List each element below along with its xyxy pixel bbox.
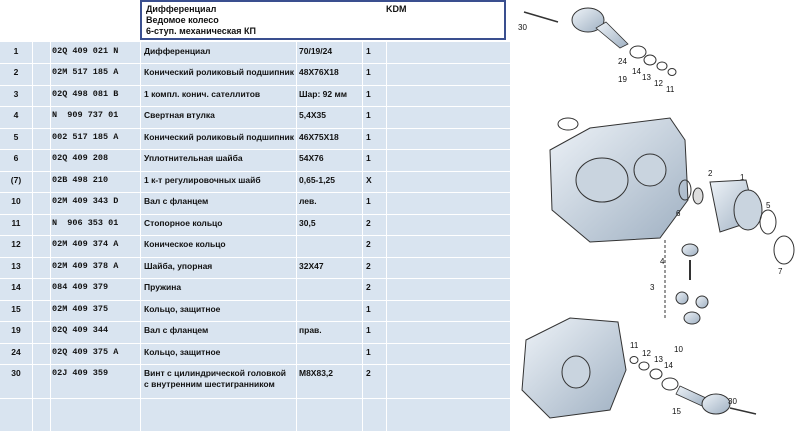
callout-label: 10 — [674, 345, 683, 354]
part-number: N 909 737 01 — [52, 110, 119, 120]
part-qty: 2 — [366, 282, 371, 292]
part-name: Кольцо, защитное — [144, 347, 221, 357]
part-name: Стопорное кольцо — [144, 218, 223, 228]
part-spec: M8X83,2 — [299, 368, 334, 378]
callout-label: 15 — [672, 407, 681, 416]
row-index: 10 — [11, 196, 21, 206]
part-spec: 30,5 — [299, 218, 316, 228]
row-index: 4 — [13, 110, 19, 120]
row-index: 6 — [13, 153, 19, 163]
part-number: 02J 409 359 — [52, 368, 109, 378]
row-index: 11 — [11, 218, 21, 228]
part-number: N 906 353 01 — [52, 218, 119, 228]
part-name: Винт с цилиндрической головкой — [144, 368, 287, 378]
part-name: 1 компл. конич. сателлитов — [144, 89, 261, 99]
callout-label: 2 — [708, 169, 713, 178]
part-qty: 1 — [366, 89, 371, 99]
part-number: 02M 409 343 D — [52, 196, 119, 206]
part-qty: 2 — [366, 218, 371, 228]
table-row[interactable] — [0, 106, 510, 129]
part-spec: 48X76X18 — [299, 67, 339, 77]
table-row[interactable] — [0, 149, 510, 172]
part-qty: 2 — [366, 368, 371, 378]
part-name: Дифференциал — [144, 46, 211, 56]
row-index: 24 — [11, 347, 21, 357]
table-row[interactable] — [0, 343, 510, 365]
table-row[interactable] — [0, 300, 510, 322]
callout-label: 14 — [632, 67, 641, 76]
part-qty: X — [366, 175, 372, 185]
part-name: 1 к-т регулировочных шайб — [144, 175, 261, 185]
part-name: Вал с фланцем — [144, 325, 209, 335]
part-number: 02M 409 375 — [52, 304, 109, 314]
part-number: 02Q 409 344 — [52, 325, 109, 335]
part-qty: 1 — [366, 46, 371, 56]
table-row[interactable] — [0, 321, 510, 344]
part-name: Свертная втулка — [144, 110, 215, 120]
row-index: 30 — [11, 368, 21, 378]
table-row[interactable] — [0, 214, 510, 236]
part-name: Коническое кольцо — [144, 239, 226, 249]
part-qty: 1 — [366, 304, 371, 314]
row-index: 1 — [13, 46, 19, 56]
part-spec: 70/19/24 — [299, 46, 333, 56]
part-qty: 1 — [366, 132, 371, 142]
part-qty: 1 — [366, 196, 371, 206]
header-code: KDM — [386, 4, 407, 14]
gearbox-housing-lower — [522, 318, 626, 418]
part-spec: 46X75X18 — [299, 132, 339, 142]
part-qty: 2 — [366, 239, 371, 249]
diagram-svg — [510, 0, 800, 431]
part-number: 02M 409 378 A — [52, 261, 119, 271]
header-gearbox: 6-ступ. механическая КП — [146, 26, 256, 36]
callout-label: 5 — [766, 201, 771, 210]
table-row[interactable] — [0, 128, 510, 150]
part-number: 02B 498 210 — [52, 175, 109, 185]
part-spec: лев. — [299, 196, 317, 206]
row-index: 5 — [13, 132, 19, 142]
table-row[interactable] — [0, 42, 510, 64]
header-subtitle: Ведомое колесо — [146, 15, 219, 25]
table-row[interactable] — [0, 364, 510, 399]
table-row[interactable] — [0, 235, 510, 258]
part-spec: Шар: 92 мм — [299, 89, 348, 99]
callout-label: 30 — [518, 23, 527, 32]
table-row[interactable] — [0, 192, 510, 215]
callout-label: 13 — [642, 73, 651, 82]
callout-label: 14 — [664, 361, 673, 370]
part-number: 02Q 409 208 — [52, 153, 109, 163]
callout-label: 24 — [618, 57, 627, 66]
row-index: 2 — [13, 67, 19, 77]
part-number: 02Q 498 081 B — [52, 89, 119, 99]
part-name: Пружина — [144, 282, 182, 292]
part-spec: прав. — [299, 325, 322, 335]
part-qty: 1 — [366, 347, 371, 357]
part-number: 02M 517 185 A — [52, 67, 119, 77]
table-row[interactable] — [0, 257, 510, 279]
row-index: 19 — [11, 325, 21, 335]
header-title: Дифференциал — [146, 4, 217, 14]
table-row[interactable] — [0, 278, 510, 301]
part-spec: 5,4X35 — [299, 110, 326, 120]
callout-label: 12 — [654, 79, 663, 88]
callout-label: 11 — [630, 341, 639, 350]
part-spec: 0,65-1,25 — [299, 175, 335, 185]
row-index: 12 — [11, 239, 21, 249]
callout-label: 13 — [654, 355, 663, 364]
part-spec: 32X47 — [299, 261, 324, 271]
part-name: Шайба, упорная — [144, 261, 213, 271]
row-index: (7) — [10, 175, 22, 185]
part-qty: 1 — [366, 153, 371, 163]
callout-label: 3 — [650, 283, 655, 292]
part-number: 02Q 409 375 A — [52, 347, 119, 357]
part-number: 084 409 379 — [52, 282, 109, 292]
part-qty: 1 — [366, 67, 371, 77]
table-row[interactable] — [0, 63, 510, 86]
right-flange-shaft — [524, 8, 676, 76]
callout-label: 7 — [778, 267, 783, 276]
part-name: Кольцо, защитное — [144, 304, 221, 314]
callout-label: 1 — [740, 173, 745, 182]
part-number: 02M 409 374 A — [52, 239, 119, 249]
part-qty: 2 — [366, 261, 371, 271]
callout-label: 4 — [660, 257, 665, 266]
row-index: 13 — [11, 261, 21, 271]
header-box — [140, 0, 506, 40]
row-index: 15 — [11, 304, 21, 314]
exploded-diagram — [510, 0, 800, 431]
table-row[interactable] — [0, 171, 510, 193]
row-index: 14 — [11, 282, 21, 292]
part-qty: 1 — [366, 110, 371, 120]
callout-label: 19 — [618, 75, 627, 84]
part-spec: 54X76 — [299, 153, 324, 163]
part-name: Вал с фланцем — [144, 196, 209, 206]
gearbox-housing-upper — [550, 118, 688, 242]
callout-label: 30 — [728, 397, 737, 406]
part-name: Уплотнительная шайба — [144, 153, 243, 163]
left-flange-shaft — [630, 357, 756, 415]
part-qty: 1 — [366, 325, 371, 335]
part-number: 02Q 409 021 N — [52, 46, 119, 56]
table-header — [0, 0, 510, 42]
part-name-line2: с внутренним шестигранником — [144, 379, 275, 389]
part-name: Конический роликовый подшипник — [144, 132, 294, 142]
callout-label: 11 — [666, 85, 675, 94]
part-name: Конический роликовый подшипник — [144, 67, 294, 77]
row-index: 3 — [13, 89, 19, 99]
planet-gear-set — [665, 240, 708, 324]
table-row[interactable] — [0, 85, 510, 107]
callout-label: 12 — [642, 349, 651, 358]
part-number: 002 517 185 A — [52, 132, 119, 142]
callout-label: 6 — [676, 209, 681, 218]
